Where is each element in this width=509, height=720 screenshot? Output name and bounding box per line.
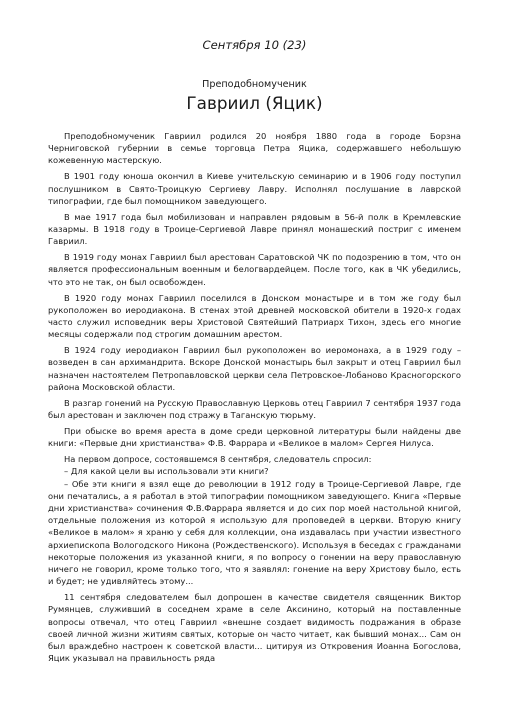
article-body bbox=[48, 130, 461, 665]
paragraph: В 1901 году юноша окончил в Киеве учительскую семинарию и в 1906 году поступил послушником в Свято-Троицкую Сергиеву Лавру. Исполнял послушание в лаврской типографии, где был помощником заведующего. bbox=[48, 171, 461, 206]
paragraph: В разгар гонений на Русскую Православную Церковь отец Гавриил 7 сентября 1937 года был арестован и заключен под стражу в Таганскую тюрьму. bbox=[48, 397, 461, 421]
page-title: Гавриил (Яцик) bbox=[186, 93, 323, 113]
paragraph: В мае 1917 года был мобилизован и направлен рядовым в 56-й полк в Кремлевские казармы. В 1918 году в Троице-Сергиевой Лавре принял монашеский постриг с именем Гавриил. bbox=[48, 211, 461, 247]
paragraph: В 1920 году монах Гавриил поселился в Донском монастыре и в том же году был рукоположен во иеродиакона. В стенах этой древней московской обители в 1920-х годах часто служил исповедник веры Христовой Святейший Патриарх Тихон, здесь его многие месяцы содержали под строгим домашним арестом. bbox=[48, 292, 461, 340]
dialogue-question: – Для какой цели вы использовали эти книги? bbox=[64, 466, 269, 477]
paragraph: Преподобномученик Гавриил родился 20 ноября 1880 года в городе Борзна Черниговской губернии в семье торговца Петра Яцика, содержавшего небольшую кожевенную мастерскую. bbox=[48, 131, 461, 166]
saint-rank: Преподобномученик bbox=[202, 79, 307, 90]
dialogue-answer: – Обе эти книги я взял еще до революции в 1912 году в Троице-Сергиевой Лавре, где они печатались, а я работал в этой типографии помощником заведующего. Книга «Первые дни христианства» сочинения Ф.В.Фаррара является и до сих пор моей настольной книгой, отдельные положения из которой я использую для проповедей в церкви. Вторую книгу «Великое в малом» я храню у себя для коллекции, она издавалась при участии известного архиепископа Вологодского Никона (Рождественского). Используя в беседах с гражданами некоторые положения из указанной книги, я по вопросу о гонении на веру православную ничего не говорил, кроме только того, что я заявлял: гонение на веру Христову было, есть и будет; не удивляйтесь этому... bbox=[48, 478, 461, 587]
paragraph: При обыске во время ареста в доме среди церковной литературы были найдены две книги: «Первые дни христианства» Ф.В. Фаррара и «Великое в малом» Сергея Нилуса. bbox=[48, 426, 461, 449]
paragraph: 11 сентября следователем был допрошен в качестве свидетеля священник Виктор Румянцев, служивший в соседнем храме в селе Аксинино, который на поставленные вопросы отвечал, что отец Гавриил «внешне создает видимость подражания в образе своей личной жизни житиям святых, которые он часто читает, как бывший монах... Сам он был враждебно настроен к советской власти... цитируя из Откровения Иоанна Богослова, Яцик указывал на правильность ряда bbox=[48, 592, 461, 664]
paragraph: На первом допросе, состоявшемся 8 сентября, следователь спросил: bbox=[64, 454, 372, 465]
paragraph: В 1919 году монах Гавриил был арестован Саратовской ЧК по подозрению в том, что он является профессиональным военным и белогвардейцем. После того, как в ЧК убедились, что это не так, он был освобожден. bbox=[48, 252, 461, 287]
paragraph: В 1924 году иеродиакон Гавриил был рукоположен во иеромонаха, а в 1929 году – возведен в сан архимандрита. Вскоре Донской монастырь был закрыт и отец Гавриил был назначен настоятелем Петропавловской церкви села Петровское-Лобаново Красногорского района Московской области. bbox=[48, 345, 461, 392]
calendar-date: Сентября 10 (23) bbox=[202, 38, 307, 52]
